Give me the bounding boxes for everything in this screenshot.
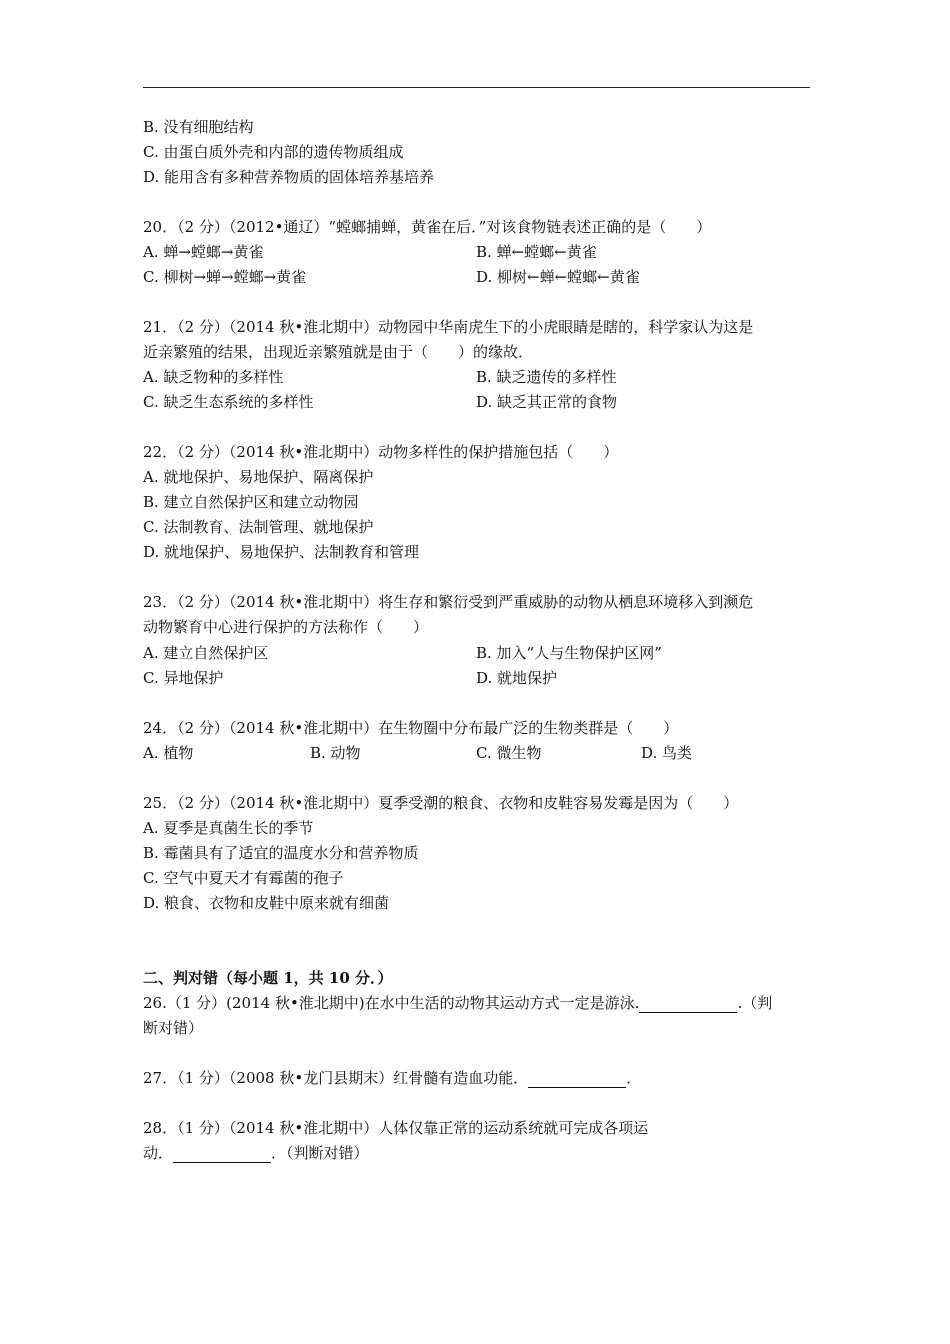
q24-option-d: D. 鸟类 [641,744,693,762]
q20-option-c: C. 柳树→蝉→螳螂→黄雀 [143,268,307,286]
q23-option-d: D. 就地保护 [476,669,558,687]
q19-option-d: D. 能用含有多种营养物质的固体培养基培养 [143,168,435,186]
q28-stem: 动． [143,1144,174,1162]
q20-option-b: B. 蝉←螳螂←黄雀 [476,243,597,261]
q28-answer-blank[interactable] [173,1147,271,1163]
q21-option-c: C. 缺乏生态系统的多样性 [143,393,314,411]
q21-stem-line1: 21．（2 分）（2014 秋•淮北期中）动物园中华南虎生下的小虎眼睛是瞎的，科学家认为这是 [143,318,754,336]
q26-answer-blank[interactable] [639,997,737,1013]
q27-line [143,1068,641,1088]
q22-option-a: A. 就地保护、易地保护、隔离保护 [143,468,374,486]
q24-option-b: B. 动物 [310,744,361,762]
q25-option-c: C. 空气中夏天才有霉菌的孢子 [143,869,344,887]
q26-line1 [143,993,772,1013]
q20-option-d: D. 柳树←蝉←螳螂←黄雀 [476,268,640,286]
q20-option-a: A. 蝉→螳螂→黄雀 [143,243,264,261]
q22-stem: 22．（2 分）（2014 秋•淮北期中）动物多样性的保护措施包括（ ） [143,443,619,461]
section-heading-true-false: 二、判对错（每小题 1，共 10 分．） [143,969,393,987]
q20-stem: 20．（2 分）（2012•通辽）“螳螂捕蝉，黄雀在后．”对该食物链表述正确的是（ ） [143,218,712,236]
q28-tail: ．（判断对错） [271,1144,369,1162]
q23-option-a: A. 建立自然保护区 [143,644,269,662]
q21-option-a: A. 缺乏物种的多样性 [143,368,284,386]
q21-stem-line2: 近亲繁殖的结果，出现近亲繁殖就是由于（ ）的缘故． [143,343,534,361]
q27-stem: 27．（1 分）（2008 秋•龙门县期末）红骨髓有造血功能． [143,1069,529,1087]
q19-option-b: B. 没有细胞结构 [143,118,254,136]
q23-option-b: B. 加入“人与生物保护区网” [476,644,662,662]
q24-option-c: C. 微生物 [476,744,542,762]
q23-stem-line2: 动物繁育中心进行保护的方法称作（ ） [143,618,429,636]
q23-stem-line1: 23．（2 分）（2014 秋•淮北期中）将生存和繁衍受到严重威胁的动物从栖息环境移入到濒危 [143,593,754,611]
q22-option-d: D. 就地保护、易地保护、法制教育和管理 [143,543,420,561]
q24-option-a: A. 植物 [143,744,194,762]
q26-tail: .（判 [737,994,773,1012]
q25-option-d: D. 粮食、衣物和皮鞋中原来就有细菌 [143,894,390,912]
q26-stem: 26.（1 分）(2014 秋•淮北期中)在水中生活的动物其运动方式一定是游泳. [143,994,640,1012]
q26-line2: 断对错） [143,1019,204,1037]
q25-option-b: B. 霉菌具有了适宜的温度水分和营养物质 [143,844,419,862]
q27-tail: ． [626,1069,642,1087]
q21-option-d: D. 缺乏其正常的食物 [476,393,618,411]
q19-option-c: C. 由蛋白质外壳和内部的遗传物质组成 [143,143,404,161]
q23-option-c: C. 异地保护 [143,669,224,687]
q24-stem: 24．（2 分）（2014 秋•淮北期中）在生物圈中分布最广泛的生物类群是（ ） [143,719,679,737]
q21-option-b: B. 缺乏遗传的多样性 [476,368,617,386]
q22-option-c: C. 法制教育、法制管理、就地保护 [143,518,374,536]
q25-option-a: A. 夏季是真菌生长的季节 [143,819,314,837]
q22-option-b: B. 建立自然保护区和建立动物园 [143,493,359,511]
q27-answer-blank[interactable] [528,1072,626,1088]
q28-line1: 28．（1 分）（2014 秋•淮北期中）人体仅靠正常的运动系统就可完成各项运 [143,1119,649,1137]
q28-line2 [143,1143,369,1163]
header-rule [143,87,810,88]
q25-stem: 25．（2 分）（2014 秋•淮北期中）夏季受潮的粮食、衣物和皮鞋容易发霉是因为（ ） [143,794,739,812]
